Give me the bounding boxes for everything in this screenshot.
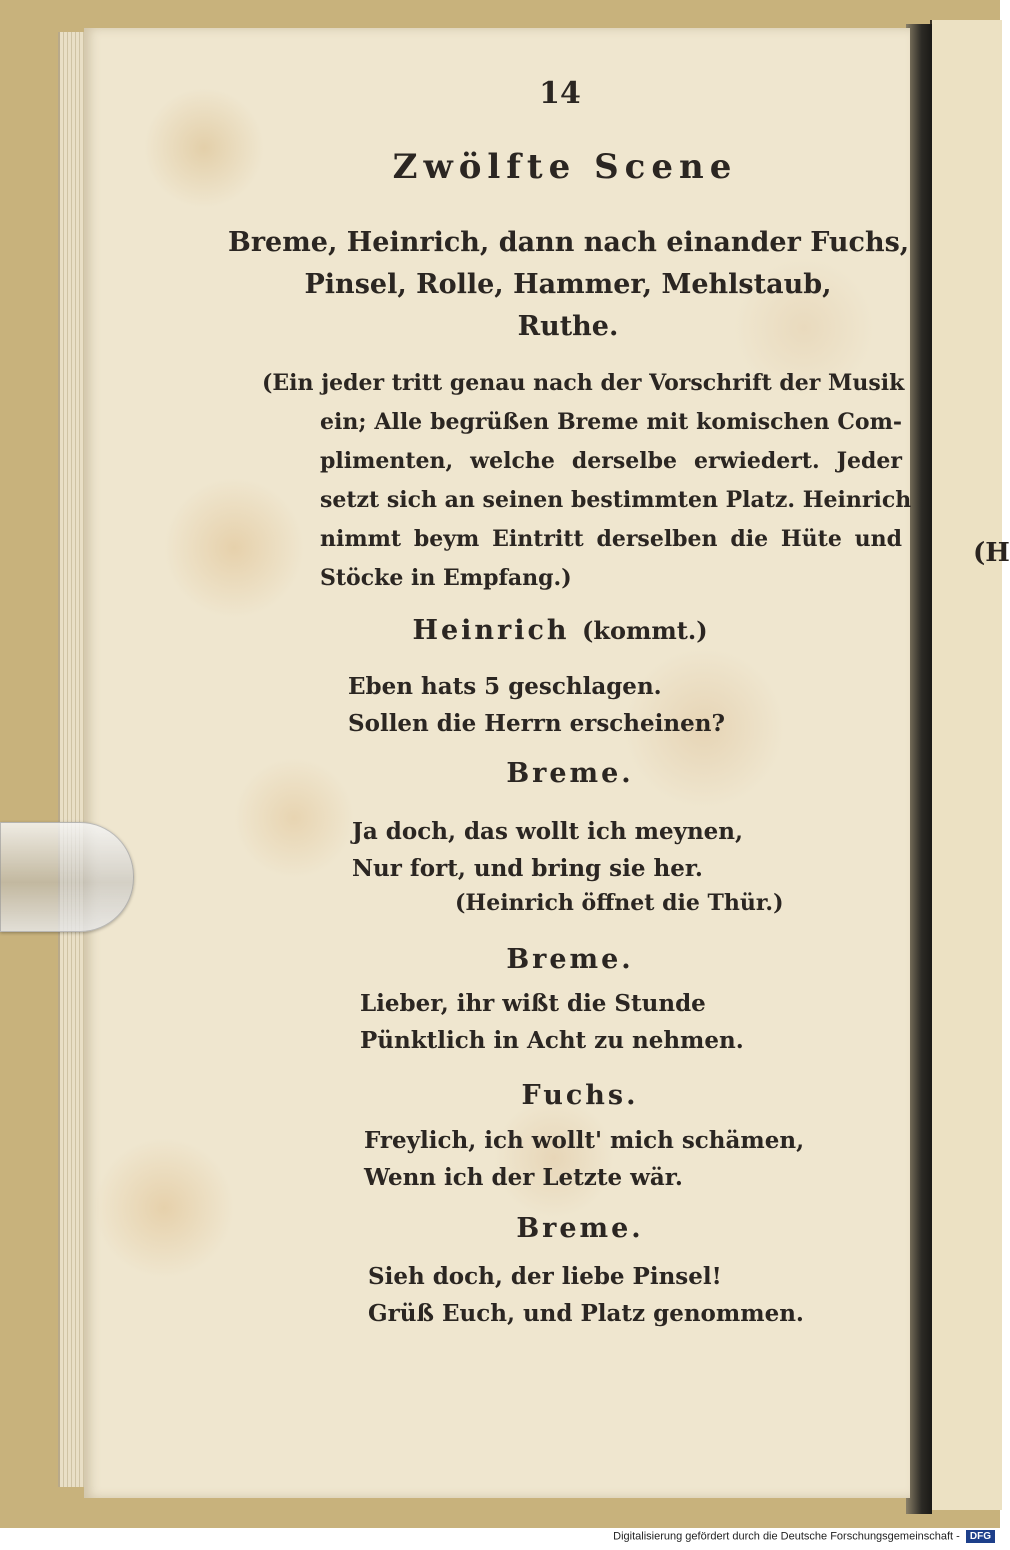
cast-line: Pinsel, Rolle, Hammer, Mehlstaub, xyxy=(304,269,832,300)
verse-block xyxy=(348,668,725,742)
verse-line: Sollen die Herrn erscheinen? xyxy=(348,710,725,737)
verse-line: Eben hats 5 geschlagen. xyxy=(348,673,662,700)
verse-line: Nur fort, und bring sie her. xyxy=(352,855,703,882)
speaker-heading xyxy=(320,758,820,789)
digitization-credit xyxy=(540,1530,995,1543)
verse-line: Grüß Euch, und Platz genommen. xyxy=(368,1300,804,1327)
stage-direction xyxy=(262,364,912,598)
speaker-heading xyxy=(320,1080,840,1111)
adjacent-page-fragment: (H xyxy=(973,538,1010,568)
cast-line: Breme, Heinrich, dann nach einander Fuchs, xyxy=(228,227,910,258)
speaker-heading xyxy=(330,1213,830,1244)
speaker-name: Breme. xyxy=(506,758,634,789)
stage-direction-line: nimmt beym Eintritt derselben die Hüte und xyxy=(320,526,902,552)
verse-block xyxy=(368,1258,804,1332)
speaker-name: Heinrich xyxy=(412,615,570,646)
verse-line: Freylich, ich wollt' mich schämen, xyxy=(364,1127,805,1154)
speaker-heading xyxy=(320,944,820,975)
cast-line: Ruthe. xyxy=(517,311,619,342)
speaker-name: Fuchs. xyxy=(521,1080,639,1111)
verse-block xyxy=(352,813,743,887)
page-number: 14 xyxy=(539,76,581,111)
stage-direction-line: (Ein jeder tritt genau nach der Vorschrift der Musik xyxy=(262,370,905,396)
stage-direction-line: ein; Alle begrüßen Breme mit komischen Com- xyxy=(320,409,902,435)
cast-list xyxy=(228,222,908,348)
speaker-note: (kommt.) xyxy=(581,616,708,645)
verse-block xyxy=(360,985,744,1059)
verse-block xyxy=(364,1122,804,1196)
stage-direction-line: setzt sich an seinen bestimmten Platz. Heinrich xyxy=(320,487,912,513)
verse-line: Sieh doch, der liebe Pinsel! xyxy=(368,1263,722,1290)
speaker-heading xyxy=(310,615,810,646)
dfg-logo[interactable]: DFG xyxy=(966,1530,995,1543)
stage-direction-line: Stöcke in Empfang.) xyxy=(320,565,572,591)
credit-text: Digitalisierung gefördert durch die Deutsche Forschungsgemeinschaft - xyxy=(613,1530,960,1543)
verse-line: Wenn ich der Letzte wär. xyxy=(364,1164,683,1191)
verse-line: Pünktlich in Acht zu nehmen. xyxy=(360,1027,744,1054)
speaker-name: Breme. xyxy=(516,1213,644,1244)
scene-title: Zwölfte Scene xyxy=(392,147,738,187)
page-clip xyxy=(0,822,134,932)
verse-line: Ja doch, das wollt ich meynen, xyxy=(352,818,744,845)
stage-direction-line: plimenten, welche derselbe erwiedert. Jeder xyxy=(320,448,902,474)
inline-stage-direction: (Heinrich öffnet die Thür.) xyxy=(455,890,784,916)
adjacent-page xyxy=(930,20,1002,1510)
verse-line: Lieber, ihr wißt die Stunde xyxy=(360,990,706,1017)
speaker-name: Breme. xyxy=(506,944,634,975)
